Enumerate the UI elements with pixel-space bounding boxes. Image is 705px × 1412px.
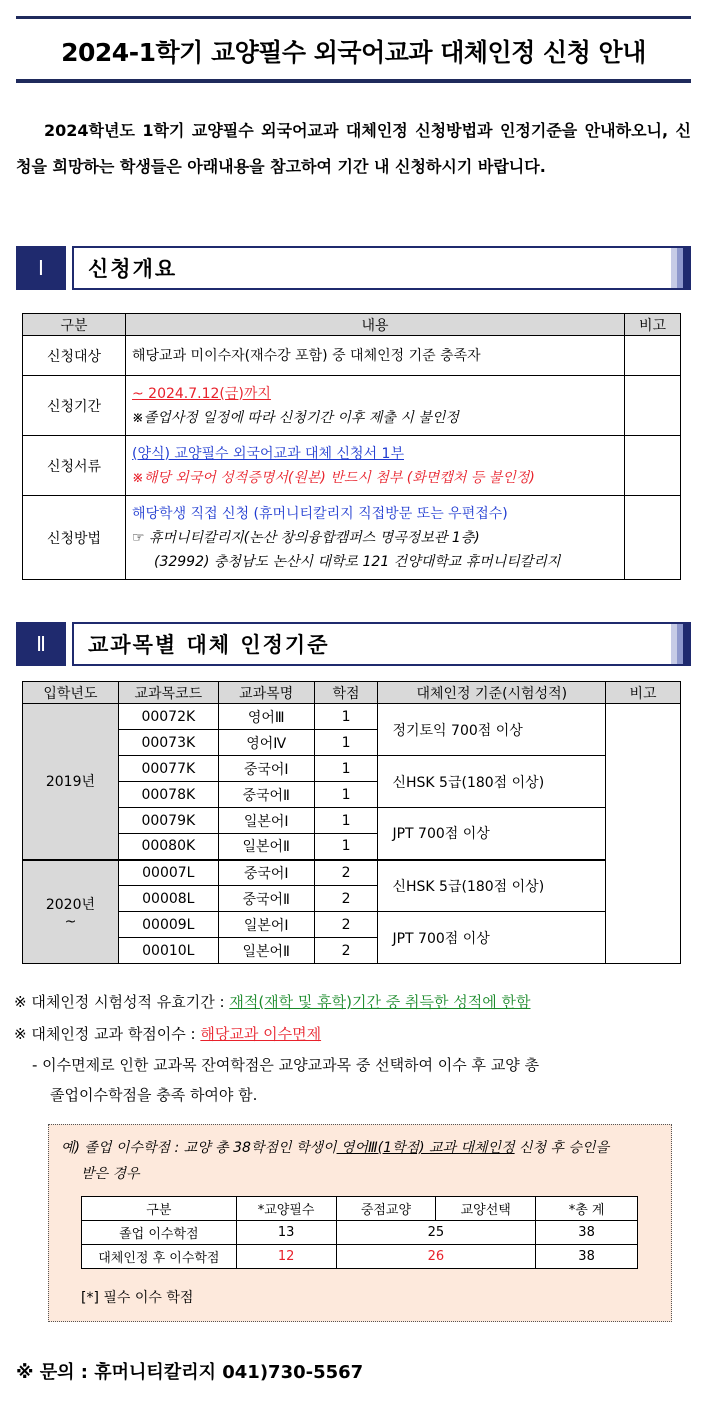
course-code: 00080K	[118, 834, 218, 860]
row-label: 신청기간	[23, 376, 126, 436]
row-value: 해당교과 미이수자(재수강 포함) 중 대체인정 기준 충족자	[126, 336, 625, 376]
validity-note	[14, 986, 694, 1018]
section2-title: 교과목별 대체 인정기준	[88, 633, 330, 657]
course-credit: 2	[314, 912, 378, 938]
total-credit: 38	[536, 1245, 638, 1269]
example-box	[48, 1124, 672, 1322]
table-header-row	[23, 682, 681, 704]
course-name: 중국어Ⅰ	[218, 756, 314, 782]
course-name: 중국어Ⅰ	[218, 860, 314, 886]
course-credit: 2	[314, 860, 378, 886]
col-year: 입학년도	[23, 682, 119, 704]
table-row	[23, 860, 681, 886]
col-credit: 학점	[314, 682, 378, 704]
course-code: 00009L	[118, 912, 218, 938]
course-name: 일본어Ⅱ	[218, 834, 314, 860]
row-note	[625, 376, 681, 436]
page-title: 2024-1학기 교양필수 외국어교과 대체인정 신청 안내	[61, 38, 646, 67]
course-code: 00073K	[118, 730, 218, 756]
application-overview-table	[22, 313, 681, 580]
validity-label: ※ 대체인정 시험성적 유효기간 :	[14, 993, 230, 1011]
course-credit: 1	[314, 756, 378, 782]
course-code: 00072K	[118, 704, 218, 730]
notes-block	[14, 986, 694, 1110]
row-label: 졸업 이수학점	[82, 1221, 237, 1245]
example-line1a: 예) 졸업 이수학점 : 교양 총 38학점인 학생이	[61, 1140, 337, 1156]
table-header-row	[82, 1197, 638, 1221]
example-line2: 받은 경우	[81, 1166, 140, 1182]
section2-number: Ⅱ	[16, 622, 66, 666]
elective-credit: 25	[336, 1221, 536, 1245]
section2-stripes	[671, 624, 689, 664]
example-line1c: 신청 후 승인을	[514, 1140, 610, 1156]
period-deadline: ~ 2024.7.12(금)까지	[132, 385, 271, 402]
table-row	[23, 808, 681, 834]
course-credit: 1	[314, 730, 378, 756]
table-row	[23, 376, 681, 436]
col-content: 내용	[126, 314, 625, 336]
table-row	[23, 336, 681, 376]
table-row	[23, 912, 681, 938]
intro-text: 2024학년도 1학기 교양필수 외국어교과 대체인정 신청방법과 인정기준을 안내하오니, 신청을 희망하는 학생들은 아래내용을 참고하여 기간 내 신청하시기 바랍니다.	[16, 121, 691, 176]
col-category: 구분	[82, 1197, 237, 1221]
credit-sub2: 졸업이수학점을 충족 하여야 함.	[50, 1086, 258, 1104]
course-name: 영어Ⅳ	[218, 730, 314, 756]
course-standards-table	[22, 681, 681, 964]
course-credit: 1	[314, 704, 378, 730]
method-address: (32992) 충청남도 논산시 대학로 121 건양대학교 휴머니티칼리지	[154, 553, 561, 570]
example-text	[61, 1135, 659, 1187]
section2-title-box	[72, 622, 691, 666]
year-2019: 2019년	[23, 704, 119, 860]
standard-toeic: 정기토익 700점 이상	[378, 704, 606, 756]
row-label: 대체인정 후 이수학점	[82, 1245, 237, 1269]
year-2020-label: 2020년	[45, 896, 96, 913]
period-note: ※졸업사정 일정에 따라 신청기간 이후 제출 시 불인정	[132, 409, 459, 426]
example-line1b: 영어Ⅲ(1학점) 교과 대체인정	[336, 1140, 515, 1156]
col-code: 교과목코드	[118, 682, 218, 704]
table-row	[82, 1245, 638, 1269]
row-note	[625, 496, 681, 580]
section1-header	[16, 246, 691, 290]
row-note	[625, 436, 681, 496]
example-footnote: [*] 필수 이수 학점	[81, 1290, 194, 1306]
required-credit: 13	[236, 1221, 336, 1245]
standard-jpt-2020: JPT 700점 이상	[378, 912, 606, 964]
standard-hsk-2020: 신HSK 5급(180점 이상)	[378, 860, 606, 912]
course-name: 중국어Ⅱ	[218, 782, 314, 808]
row-value	[126, 436, 625, 496]
method-location: ☞ 휴머니티칼리지(논산 창의융합캠퍼스 명곡정보관 1층)	[132, 529, 480, 546]
row-label: 신청서류	[23, 436, 126, 496]
course-name: 일본어Ⅰ	[218, 808, 314, 834]
method-text: 해당학생 직접 신청 (휴머니티칼리지 직접방문 또는 우편접수)	[132, 505, 508, 522]
course-credit: 1	[314, 782, 378, 808]
section2-header	[16, 622, 691, 666]
row-value	[126, 496, 625, 580]
course-code: 00079K	[118, 808, 218, 834]
col-standard: 대체인정 기준(시험성적)	[378, 682, 606, 704]
table-row	[23, 756, 681, 782]
course-name: 일본어Ⅱ	[218, 938, 314, 964]
course-code: 00077K	[118, 756, 218, 782]
contact-info: ※ 문의 : 휴머니티칼리지 041)730-5567	[16, 1362, 364, 1383]
course-code: 00078K	[118, 782, 218, 808]
col-total: *총 계	[536, 1197, 638, 1221]
course-credit: 1	[314, 808, 378, 834]
intro-paragraph	[16, 113, 691, 185]
col-elective: 교양선택	[436, 1197, 536, 1221]
form-link[interactable]: (양식) 교양필수 외국어교과 대체 신청서 1부	[132, 445, 404, 462]
table-header-row	[23, 314, 681, 336]
row-note	[625, 336, 681, 376]
section1-number: Ⅰ	[16, 246, 66, 290]
table-row	[23, 496, 681, 580]
col-name: 교과목명	[218, 682, 314, 704]
course-code: 00007L	[118, 860, 218, 886]
course-name: 중국어Ⅱ	[218, 886, 314, 912]
credit-note	[14, 1018, 694, 1050]
section1-title: 신청개요	[88, 257, 178, 281]
section1-stripes	[671, 248, 689, 288]
row-value	[126, 376, 625, 436]
course-code: 00008L	[118, 886, 218, 912]
col-note: 비고	[606, 682, 681, 704]
course-name: 일본어Ⅰ	[218, 912, 314, 938]
col-core: 중점교양	[336, 1197, 436, 1221]
title-rule-bottom	[16, 79, 691, 83]
credit-label: ※ 대체인정 교과 학점이수 :	[14, 1025, 201, 1043]
validity-value: 재적(재학 및 휴학)기간 중 취득한 성적에 한함	[229, 993, 531, 1011]
credit-value: 해당교과 이수면제	[200, 1025, 322, 1043]
table-row	[23, 436, 681, 496]
example-credit-table	[81, 1196, 638, 1269]
year-2020-tilde: ~	[64, 913, 77, 930]
required-credit: 12	[236, 1245, 336, 1269]
standard-jpt: JPT 700점 이상	[378, 808, 606, 860]
standard-hsk: 신HSK 5급(180점 이상)	[378, 756, 606, 808]
table-row	[82, 1221, 638, 1245]
course-name: 영어Ⅲ	[218, 704, 314, 730]
table-row	[23, 704, 681, 730]
col-category: 구분	[23, 314, 126, 336]
course-credit: 2	[314, 938, 378, 964]
course-code: 00010L	[118, 938, 218, 964]
course-credit: 1	[314, 834, 378, 860]
row-label: 신청대상	[23, 336, 126, 376]
docs-note: ※해당 외국어 성적증명서(원본) 반드시 첨부 (화면캡처 등 불인정)	[132, 469, 535, 486]
row-label: 신청방법	[23, 496, 126, 580]
course-credit: 2	[314, 886, 378, 912]
col-note: 비고	[625, 314, 681, 336]
title-block	[16, 16, 691, 83]
section1-title-box	[72, 246, 691, 290]
elective-credit: 26	[336, 1245, 536, 1269]
note-cell	[606, 704, 681, 964]
col-required: *교양필수	[236, 1197, 336, 1221]
total-credit: 38	[536, 1221, 638, 1245]
year-2020	[23, 860, 119, 964]
credit-sub1: - 이수면제로 인한 교과목 잔여학점은 교양교과목 중 선택하여 이수 후 교양 총	[32, 1056, 540, 1074]
